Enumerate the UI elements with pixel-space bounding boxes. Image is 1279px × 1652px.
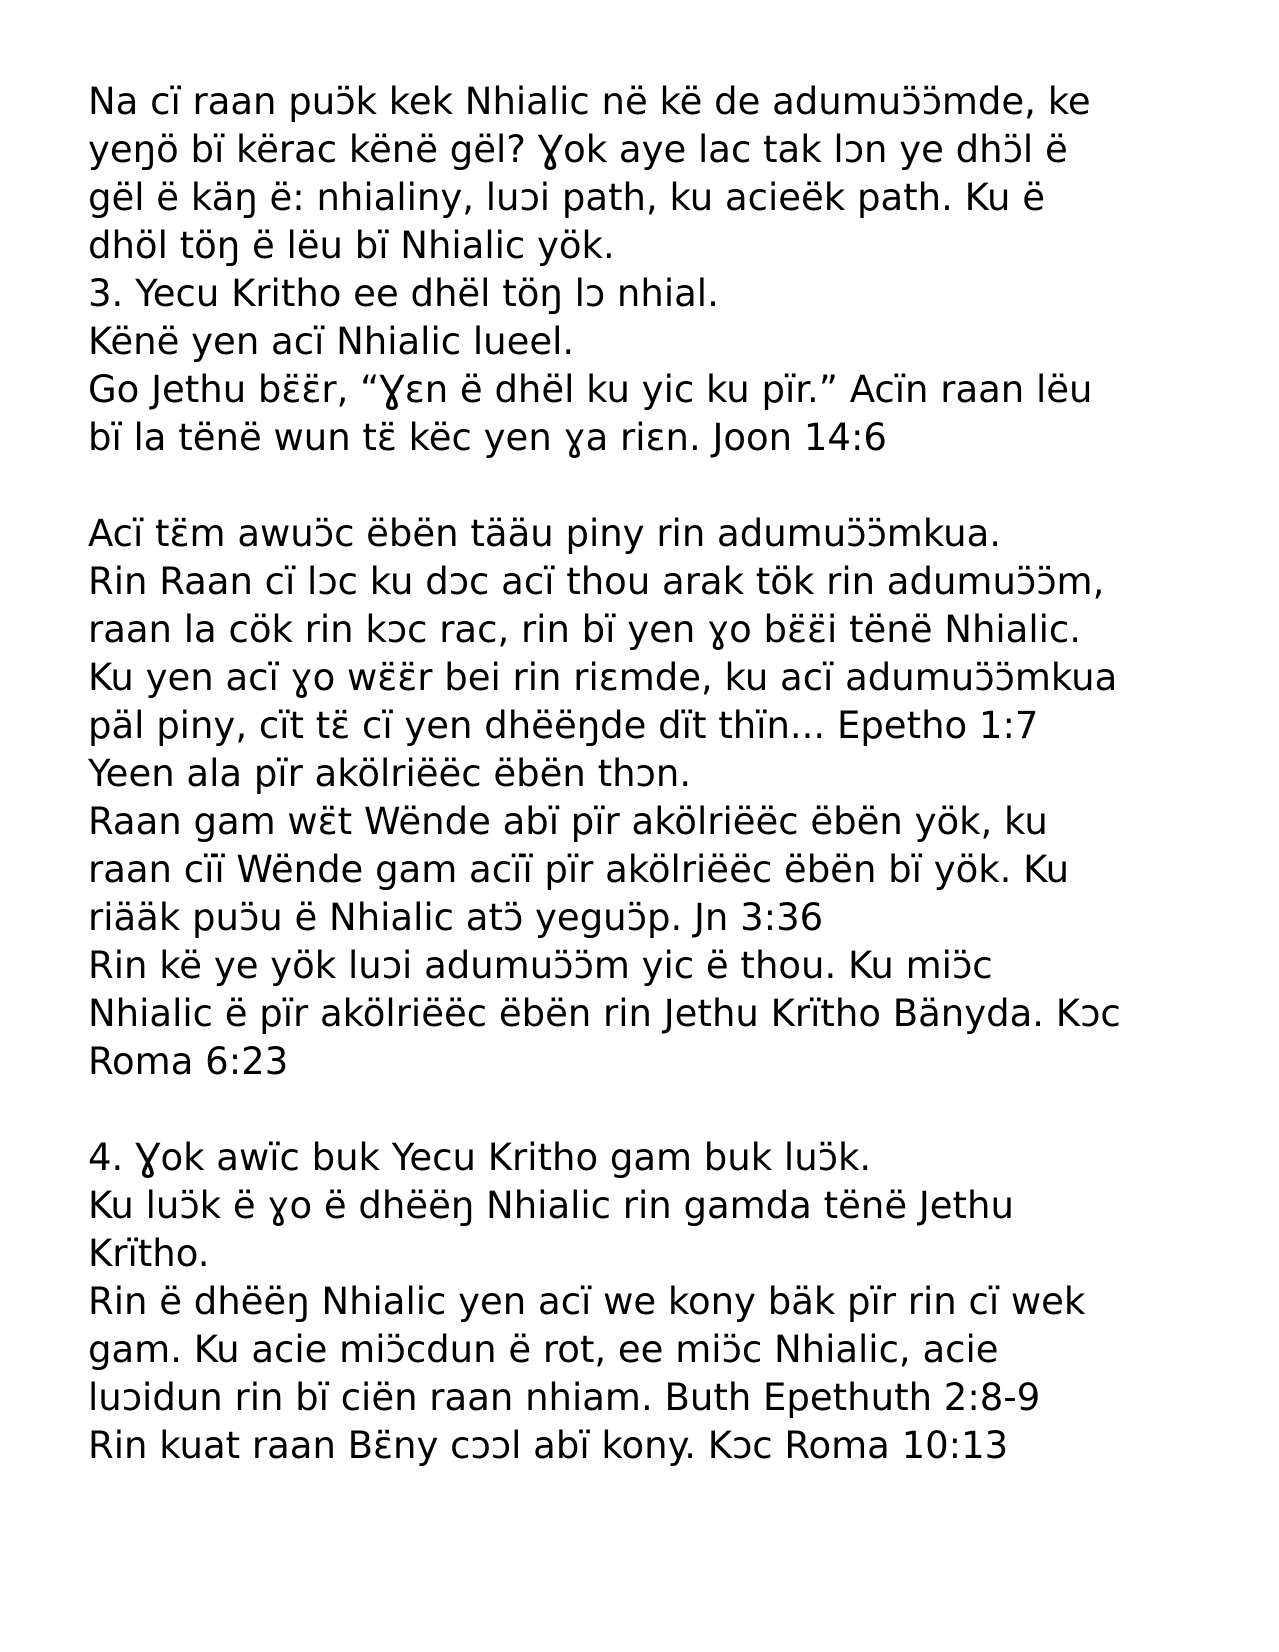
text-line: Rin kuat raan Bɛ̈ny cɔɔl abï kony. Kɔc Roma 10:13 xyxy=(88,1424,1009,1467)
section-heading-3: 3. Yecu Kritho ee dhël töŋ lɔ nhial. xyxy=(88,272,719,315)
text-line: Yeen ala pïr akölriëëc ëbën thɔn. xyxy=(88,752,692,795)
text-line: Krïtho. xyxy=(88,1232,210,1275)
text-line: Roma 6:23 xyxy=(88,1040,289,1083)
text-line: Rin ë dhëëŋ Nhialic yen acï we kony bäk pïr rin cï wek xyxy=(88,1280,1086,1323)
text-line: dhöl töŋ ë lëu bï Nhialic yök. xyxy=(88,224,615,267)
text-line: Na cï raan puɔ̈k kek Nhialic në kë de adumuɔ̈ɔ̈mde, ke xyxy=(88,80,1091,123)
text-line: Rin kë ye yök luɔi adumuɔ̈ɔ̈m yic ë thou. Ku miɔ̈c xyxy=(88,944,993,987)
text-line: luɔidun rin bï ciën raan nhiam. Buth Epethuth 2:8-9 xyxy=(88,1376,1041,1419)
document-page xyxy=(88,78,1208,1470)
text-line: yeŋö bï kërac kënë gël? Ɣok aye lac tak lɔn ye dhɔ̈l ë xyxy=(88,128,1068,171)
section-heading-4: 4. Ɣok awïc buk Yecu Kritho gam buk luɔ̈k. xyxy=(88,1136,872,1179)
blank-line xyxy=(88,462,1208,510)
text-line: gël ë käŋ ë: nhialiny, luɔi path, ku acieëk path. Ku ë xyxy=(88,176,1046,219)
text-line: Acï tɛ̈m awuɔ̈c ëbën tääu piny rin adumuɔ̈ɔ̈mkua. xyxy=(88,512,1002,555)
text-line: raan la cök rin kɔc rac, rin bï yen ɣo bɛ̈ɛ̈i tënë Nhialic. xyxy=(88,608,1082,651)
text-line: Go Jethu bɛ̈ɛ̈r, “Ɣɛn ë dhël ku yic ku pïr.” Acïn raan lëu xyxy=(88,368,1093,411)
text-line: päl piny, cït tɛ̈ cï yen dhëëŋde dït thïn... Epetho 1:7 xyxy=(88,704,1039,747)
text-line: Kënë yen acï Nhialic lueel. xyxy=(88,320,575,363)
text-line: Raan gam wɛ̈t Wënde abï pïr akölriëëc ëbën yök, ku xyxy=(88,800,1048,843)
text-line: Ku luɔ̈k ë ɣo ë dhëëŋ Nhialic rin gamda tënë Jethu xyxy=(88,1184,1014,1227)
text-line: gam. Ku acie miɔ̈cdun ë rot, ee miɔ̈c Nhialic, acie xyxy=(88,1328,999,1371)
text-line: Rin Raan cï lɔc ku dɔc acï thou arak tök rin adumuɔ̈ɔ̈m, xyxy=(88,560,1105,603)
text-line: raan cïï Wënde gam acïï pïr akölriëëc ëbën bï yök. Ku xyxy=(88,848,1070,891)
text-line: riääk puɔ̈u ë Nhialic atɔ̈ yeguɔ̈p. Jn 3:36 xyxy=(88,896,824,939)
text-line: Nhialic ë pïr akölriëëc ëbën rin Jethu Krïtho Bänyda. Kɔc xyxy=(88,992,1121,1035)
text-line: bï la tënë wun tɛ̈ këc yen ɣa riɛn. Joon 14:6 xyxy=(88,416,887,459)
blank-line xyxy=(88,1086,1208,1134)
text-line: Ku yen acï ɣo wɛ̈ɛ̈r bei rin riɛmde, ku acï adumuɔ̈ɔ̈mkua xyxy=(88,656,1118,699)
